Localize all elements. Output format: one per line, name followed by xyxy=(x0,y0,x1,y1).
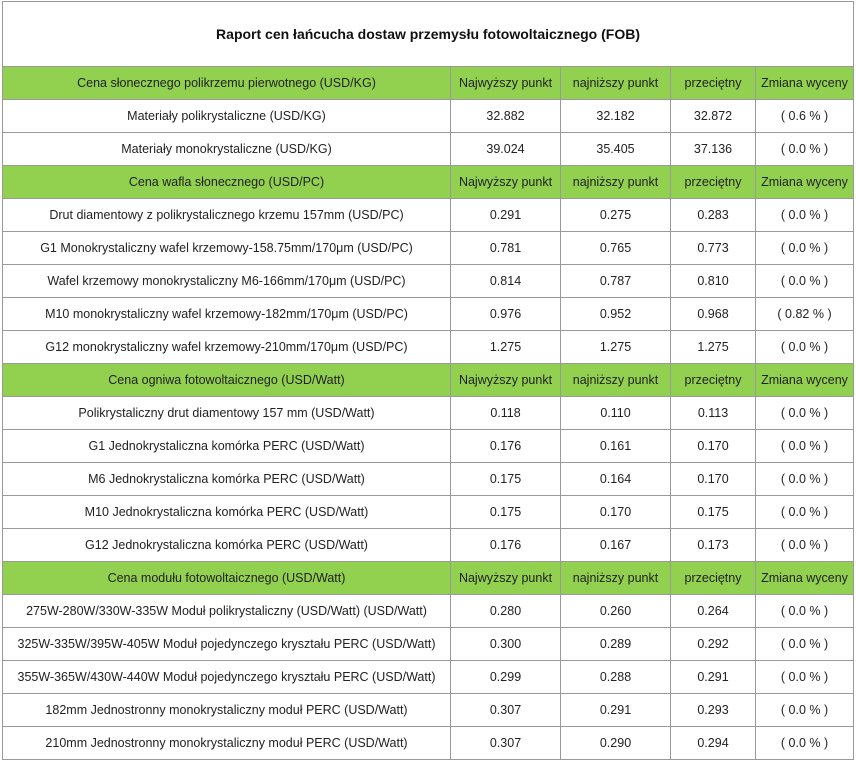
lowest-point-cell: 0.167 xyxy=(561,529,671,562)
highest-point-cell: 0.976 xyxy=(451,298,561,331)
highest-point-cell: 0.307 xyxy=(451,694,561,727)
valuation-change-cell: ( 0.0 % ) xyxy=(756,232,854,265)
item-name-cell: Materiały monokrystaliczne (USD/KG) xyxy=(3,133,451,166)
average-cell: 0.773 xyxy=(671,232,756,265)
valuation-change-cell: ( 0.0 % ) xyxy=(756,463,854,496)
average-cell: 32.872 xyxy=(671,100,756,133)
valuation-change-cell: ( 0.0 % ) xyxy=(756,628,854,661)
average-cell: 0.294 xyxy=(671,727,756,760)
average-cell: 0.293 xyxy=(671,694,756,727)
table-row xyxy=(3,463,854,496)
lowest-point-cell: 0.275 xyxy=(561,199,671,232)
average-cell: 0.113 xyxy=(671,397,756,430)
valuation-change-cell: ( 0.0 % ) xyxy=(756,199,854,232)
table-row xyxy=(3,727,854,760)
average-cell: 0.283 xyxy=(671,199,756,232)
highest-point-cell: 1.275 xyxy=(451,331,561,364)
item-name-cell: G12 Jednokrystaliczna komórka PERC (USD/Watt) xyxy=(3,529,451,562)
highest-point-cell: 0.176 xyxy=(451,529,561,562)
lowest-point-cell: 1.275 xyxy=(561,331,671,364)
item-name-cell: 325W-335W/395W-405W Moduł pojedynczego kryształu PERC (USD/Watt) xyxy=(3,628,451,661)
column-header-lowest-point: najniższy punkt xyxy=(561,166,671,199)
average-cell: 0.170 xyxy=(671,463,756,496)
price-table xyxy=(2,1,854,760)
section-header-row xyxy=(3,364,854,397)
valuation-change-cell: ( 0.0 % ) xyxy=(756,727,854,760)
table-row xyxy=(3,397,854,430)
item-name-cell: 210mm Jednostronny monokrystaliczny moduł PERC (USD/Watt) xyxy=(3,727,451,760)
column-header-highest-point: Najwyższy punkt xyxy=(451,562,561,595)
lowest-point-cell: 0.787 xyxy=(561,265,671,298)
column-header-lowest-point: najniższy punkt xyxy=(561,562,671,595)
table-row xyxy=(3,133,854,166)
average-cell: 0.291 xyxy=(671,661,756,694)
column-header-average: przeciętny xyxy=(671,562,756,595)
highest-point-cell: 0.175 xyxy=(451,463,561,496)
item-name-cell: G1 Monokrystaliczny wafel krzemowy-158.75mm/170μm (USD/PC) xyxy=(3,232,451,265)
table-row xyxy=(3,298,854,331)
table-row xyxy=(3,265,854,298)
title-row xyxy=(3,2,854,67)
average-cell: 0.175 xyxy=(671,496,756,529)
lowest-point-cell: 0.110 xyxy=(561,397,671,430)
valuation-change-cell: ( 0.0 % ) xyxy=(756,595,854,628)
table-row xyxy=(3,199,854,232)
column-header-valuation-change: Zmiana wyceny xyxy=(756,67,854,100)
highest-point-cell: 0.291 xyxy=(451,199,561,232)
table-row xyxy=(3,529,854,562)
item-name-cell: M10 monokrystaliczny wafel krzemowy-182mm/170μm (USD/PC) xyxy=(3,298,451,331)
item-name-cell: 275W-280W/330W-335W Moduł polikrystaliczny (USD/Watt) (USD/Watt) xyxy=(3,595,451,628)
report-title: Raport cen łańcucha dostaw przemysłu fotowoltaicznego (FOB) xyxy=(3,2,854,67)
item-name-cell: Polikrystaliczny drut diamentowy 157 mm (USD/Watt) xyxy=(3,397,451,430)
lowest-point-cell: 0.164 xyxy=(561,463,671,496)
item-name-cell: 182mm Jednostronny monokrystaliczny moduł PERC (USD/Watt) xyxy=(3,694,451,727)
highest-point-cell: 0.118 xyxy=(451,397,561,430)
section-title: Cena słonecznego polikrzemu pierwotnego (USD/KG) xyxy=(3,67,451,100)
highest-point-cell: 0.299 xyxy=(451,661,561,694)
section-title: Cena ogniwa fotowoltaicznego (USD/Watt) xyxy=(3,364,451,397)
highest-point-cell: 0.814 xyxy=(451,265,561,298)
table-row xyxy=(3,331,854,364)
valuation-change-cell: ( 0.0 % ) xyxy=(756,397,854,430)
section-header-row xyxy=(3,67,854,100)
item-name-cell: Materiały polikrystaliczne (USD/KG) xyxy=(3,100,451,133)
table-row xyxy=(3,628,854,661)
average-cell: 0.292 xyxy=(671,628,756,661)
average-cell: 0.810 xyxy=(671,265,756,298)
table-row xyxy=(3,232,854,265)
table-row xyxy=(3,100,854,133)
item-name-cell: G12 monokrystaliczny wafel krzemowy-210mm/170μm (USD/PC) xyxy=(3,331,451,364)
valuation-change-cell: ( 0.6 % ) xyxy=(756,100,854,133)
item-name-cell: G1 Jednokrystaliczna komórka PERC (USD/Watt) xyxy=(3,430,451,463)
item-name-cell: M10 Jednokrystaliczna komórka PERC (USD/Watt) xyxy=(3,496,451,529)
item-name-cell: 355W-365W/430W-440W Moduł pojedynczego kryształu PERC (USD/Watt) xyxy=(3,661,451,694)
item-name-cell: M6 Jednokrystaliczna komórka PERC (USD/Watt) xyxy=(3,463,451,496)
valuation-change-cell: ( 0.0 % ) xyxy=(756,133,854,166)
valuation-change-cell: ( 0.0 % ) xyxy=(756,265,854,298)
highest-point-cell: 0.307 xyxy=(451,727,561,760)
column-header-average: przeciętny xyxy=(671,67,756,100)
column-header-average: przeciętny xyxy=(671,364,756,397)
section-title: Cena wafla słonecznego (USD/PC) xyxy=(3,166,451,199)
lowest-point-cell: 0.765 xyxy=(561,232,671,265)
valuation-change-cell: ( 0.0 % ) xyxy=(756,430,854,463)
valuation-change-cell: ( 0.0 % ) xyxy=(756,694,854,727)
valuation-change-cell: ( 0.0 % ) xyxy=(756,496,854,529)
section-header-row xyxy=(3,166,854,199)
column-header-valuation-change: Zmiana wyceny xyxy=(756,364,854,397)
valuation-change-cell: ( 0.0 % ) xyxy=(756,331,854,364)
table-row xyxy=(3,430,854,463)
average-cell: 37.136 xyxy=(671,133,756,166)
column-header-highest-point: Najwyższy punkt xyxy=(451,364,561,397)
average-cell: 0.170 xyxy=(671,430,756,463)
column-header-highest-point: Najwyższy punkt xyxy=(451,166,561,199)
valuation-change-cell: ( 0.82 % ) xyxy=(756,298,854,331)
column-header-lowest-point: najniższy punkt xyxy=(561,67,671,100)
highest-point-cell: 0.300 xyxy=(451,628,561,661)
highest-point-cell: 39.024 xyxy=(451,133,561,166)
section-header-row xyxy=(3,562,854,595)
column-header-valuation-change: Zmiana wyceny xyxy=(756,562,854,595)
table-row xyxy=(3,694,854,727)
column-header-lowest-point: najniższy punkt xyxy=(561,364,671,397)
valuation-change-cell: ( 0.0 % ) xyxy=(756,529,854,562)
item-name-cell: Wafel krzemowy monokrystaliczny M6-166mm/170μm (USD/PC) xyxy=(3,265,451,298)
average-cell: 0.968 xyxy=(671,298,756,331)
table-row xyxy=(3,496,854,529)
lowest-point-cell: 35.405 xyxy=(561,133,671,166)
lowest-point-cell: 0.288 xyxy=(561,661,671,694)
item-name-cell: Drut diamentowy z polikrystalicznego krzemu 157mm (USD/PC) xyxy=(3,199,451,232)
lowest-point-cell: 0.170 xyxy=(561,496,671,529)
highest-point-cell: 32.882 xyxy=(451,100,561,133)
column-header-valuation-change: Zmiana wyceny xyxy=(756,166,854,199)
lowest-point-cell: 0.260 xyxy=(561,595,671,628)
section-title: Cena modułu fotowoltaicznego (USD/Watt) xyxy=(3,562,451,595)
lowest-point-cell: 0.161 xyxy=(561,430,671,463)
average-cell: 0.173 xyxy=(671,529,756,562)
highest-point-cell: 0.175 xyxy=(451,496,561,529)
valuation-change-cell: ( 0.0 % ) xyxy=(756,661,854,694)
lowest-point-cell: 0.952 xyxy=(561,298,671,331)
average-cell: 0.264 xyxy=(671,595,756,628)
average-cell: 1.275 xyxy=(671,331,756,364)
table-row xyxy=(3,661,854,694)
lowest-point-cell: 0.291 xyxy=(561,694,671,727)
highest-point-cell: 0.781 xyxy=(451,232,561,265)
lowest-point-cell: 0.289 xyxy=(561,628,671,661)
column-header-average: przeciętny xyxy=(671,166,756,199)
lowest-point-cell: 0.290 xyxy=(561,727,671,760)
table-row xyxy=(3,595,854,628)
price-report xyxy=(2,1,853,760)
lowest-point-cell: 32.182 xyxy=(561,100,671,133)
highest-point-cell: 0.176 xyxy=(451,430,561,463)
column-header-highest-point: Najwyższy punkt xyxy=(451,67,561,100)
highest-point-cell: 0.280 xyxy=(451,595,561,628)
